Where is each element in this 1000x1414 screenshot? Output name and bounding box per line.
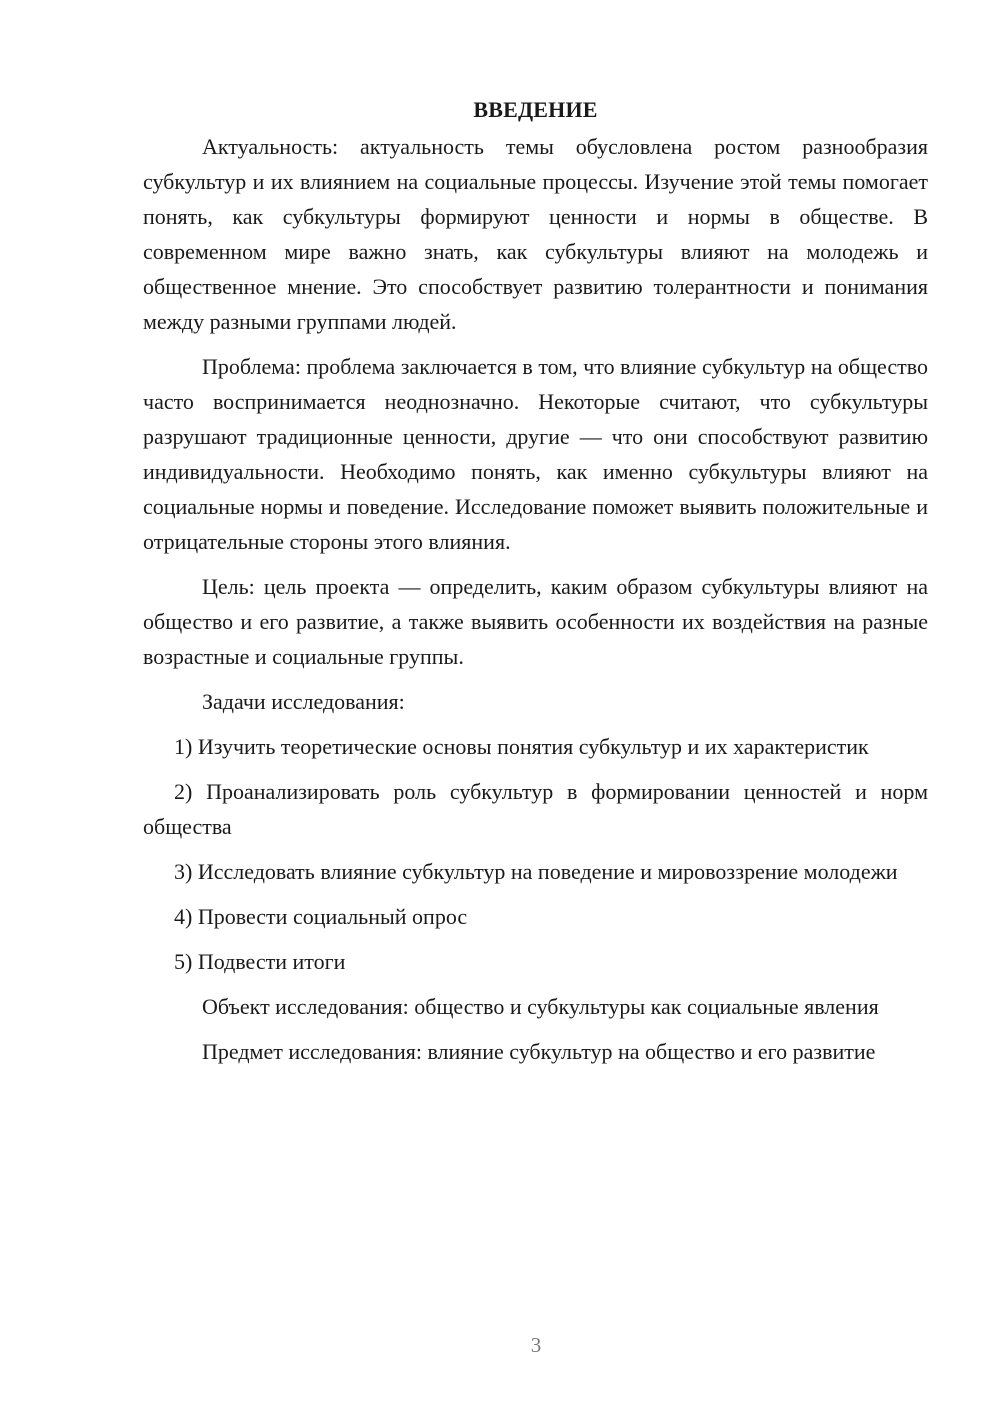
subject-paragraph: Предмет исследования: влияние субкультур на общество и его развитие	[202, 1039, 876, 1064]
task-item: 4) Провести социальный опрос	[174, 904, 468, 929]
page-title: ВВЕДЕНИЕ	[473, 97, 598, 122]
tasks-title: Задачи исследования:	[202, 689, 405, 714]
task-item: 5) Подвести итоги	[174, 949, 346, 974]
task-item: 2) Проанализировать роль субкультур в формировании ценностей и норм общества	[143, 779, 928, 839]
task-item: 3) Исследовать влияние субкультур на поведение и мировоззрение молодежи	[174, 859, 898, 884]
page-number: 3	[530, 1333, 542, 1357]
relevance-paragraph: Актуальность: актуальность темы обусловлена ростом разнообразия субкультур и их влиянием на социальные процессы. Изучение этой темы помогает понять, как субкультуры формируют ценности и нормы в обществе. В современном мире важно знать, как субкультуры влияют на молодежь и общественное мнение. Это способствует развитию толерантности и понимания между разными группами людей.	[143, 134, 928, 334]
object-paragraph: Объект исследования: общество и субкультуры как социальные явления	[202, 994, 879, 1019]
goal-paragraph: Цель: цель проекта — определить, каким образом субкультуры влияют на общество и его развитие, а также выявить особенности их воздействия на разные возрастные и социальные группы.	[143, 574, 928, 669]
problem-paragraph: Проблема: проблема заключается в том, что влияние субкультур на общество часто воспринимается неоднозначно. Некоторые считают, что субкультуры разрушают традиционные ценности, другие — что они способствуют развитию индивидуальности. Необходимо понять, как именно субкультуры влияют на социальные нормы и поведение. Исследование поможет выявить положительные и отрицательные стороны этого влияния.	[143, 354, 928, 554]
document-page	[143, 92, 928, 1079]
task-item: 1) Изучить теоретические основы понятия субкультур и их характеристик	[174, 734, 869, 759]
